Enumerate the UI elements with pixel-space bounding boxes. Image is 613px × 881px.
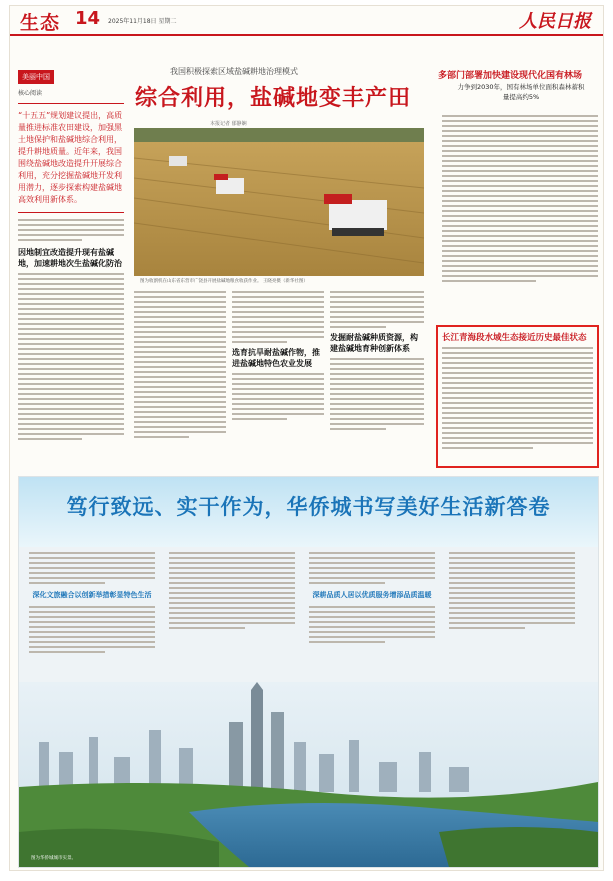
- right-body: [442, 112, 598, 285]
- body-column: [29, 549, 155, 656]
- body-column: [134, 288, 226, 441]
- newspaper-page: [9, 5, 604, 871]
- right-headline: 多部门部署加快建设现代化国有林场: [438, 71, 583, 81]
- column-tag: 美丽中国: [18, 70, 54, 84]
- body-column: [309, 549, 435, 646]
- harvest-photo: [134, 128, 424, 276]
- left-column: [18, 64, 124, 443]
- masthead: [10, 6, 603, 36]
- divider: [18, 103, 124, 104]
- promo-section: [18, 476, 599, 868]
- city-photo: [19, 682, 598, 867]
- feature-kicker: 我国积极探索区域盐碱耕地治理模式: [170, 67, 298, 76]
- newspaper-logo: 人民日报: [519, 11, 591, 32]
- right-subheadline: 力争到2030年，国有林场单位面积森林蓄积量提高约5%: [457, 83, 585, 101]
- page-number: 14: [75, 8, 101, 29]
- feature-subheading-1: 选育抗旱耐盐碱作物，推进盐碱地特色农业发展: [232, 347, 320, 368]
- photo-credit: 王晓亮摄（新华社图）: [262, 279, 308, 284]
- dateline: 2025年11月18日 星期二: [108, 18, 177, 25]
- left-subheading: 因地制宜改造提升现有盐碱地，加速耕地次生盐碱化防治: [18, 247, 122, 268]
- highlighted-article[interactable]: [436, 325, 599, 468]
- promo-subheading-1: 深化文旅融合以创新举措彰显特色生活: [32, 590, 152, 599]
- divider: [18, 212, 124, 213]
- feature-subheading-2: 发掘耐盐碱种质资源，构建盐碱地育种创新体系: [330, 332, 418, 353]
- body-column: [169, 549, 295, 632]
- promo-headline: 笃行致远、实干作为，华侨城书写美好生活新答卷: [66, 494, 551, 519]
- body-column: [232, 288, 324, 423]
- highlighted-article-title: 长江青海段水域生态接近历史最佳状态: [442, 333, 587, 343]
- promo-subheading-2: 深耕品质人居以优质服务增添品质温暖: [312, 590, 432, 599]
- lead-paragraph: “十五五”规划建议提出，高质量推进标准农田建设，加强黑土地保护和盐碱地综合利用，提升耕地质量。近年来，我国围绕盐碱地改造提升开展综合利用，充分挖掘盐碱地开发利用潜力，逐步探索构建盐碱地高效利用新体系。: [18, 111, 123, 204]
- photo-caption: [140, 278, 308, 284]
- byline: 本报记者 郁静娴: [210, 121, 247, 127]
- body-column: [449, 549, 575, 632]
- body-column: [330, 288, 424, 433]
- section-name: 生态: [20, 12, 61, 34]
- body-text-block: [18, 273, 124, 440]
- column-name: 核心阅读: [18, 90, 43, 97]
- photo-caption: 图为华侨城城市实景。: [31, 856, 76, 861]
- caption-text: 图为收割机在山东省东营市广饶县开展盐碱地粮食收获作业。: [140, 279, 262, 284]
- body-text-block: [18, 219, 124, 241]
- feature-headline: 综合利用，盐碱地变丰产田: [135, 85, 412, 111]
